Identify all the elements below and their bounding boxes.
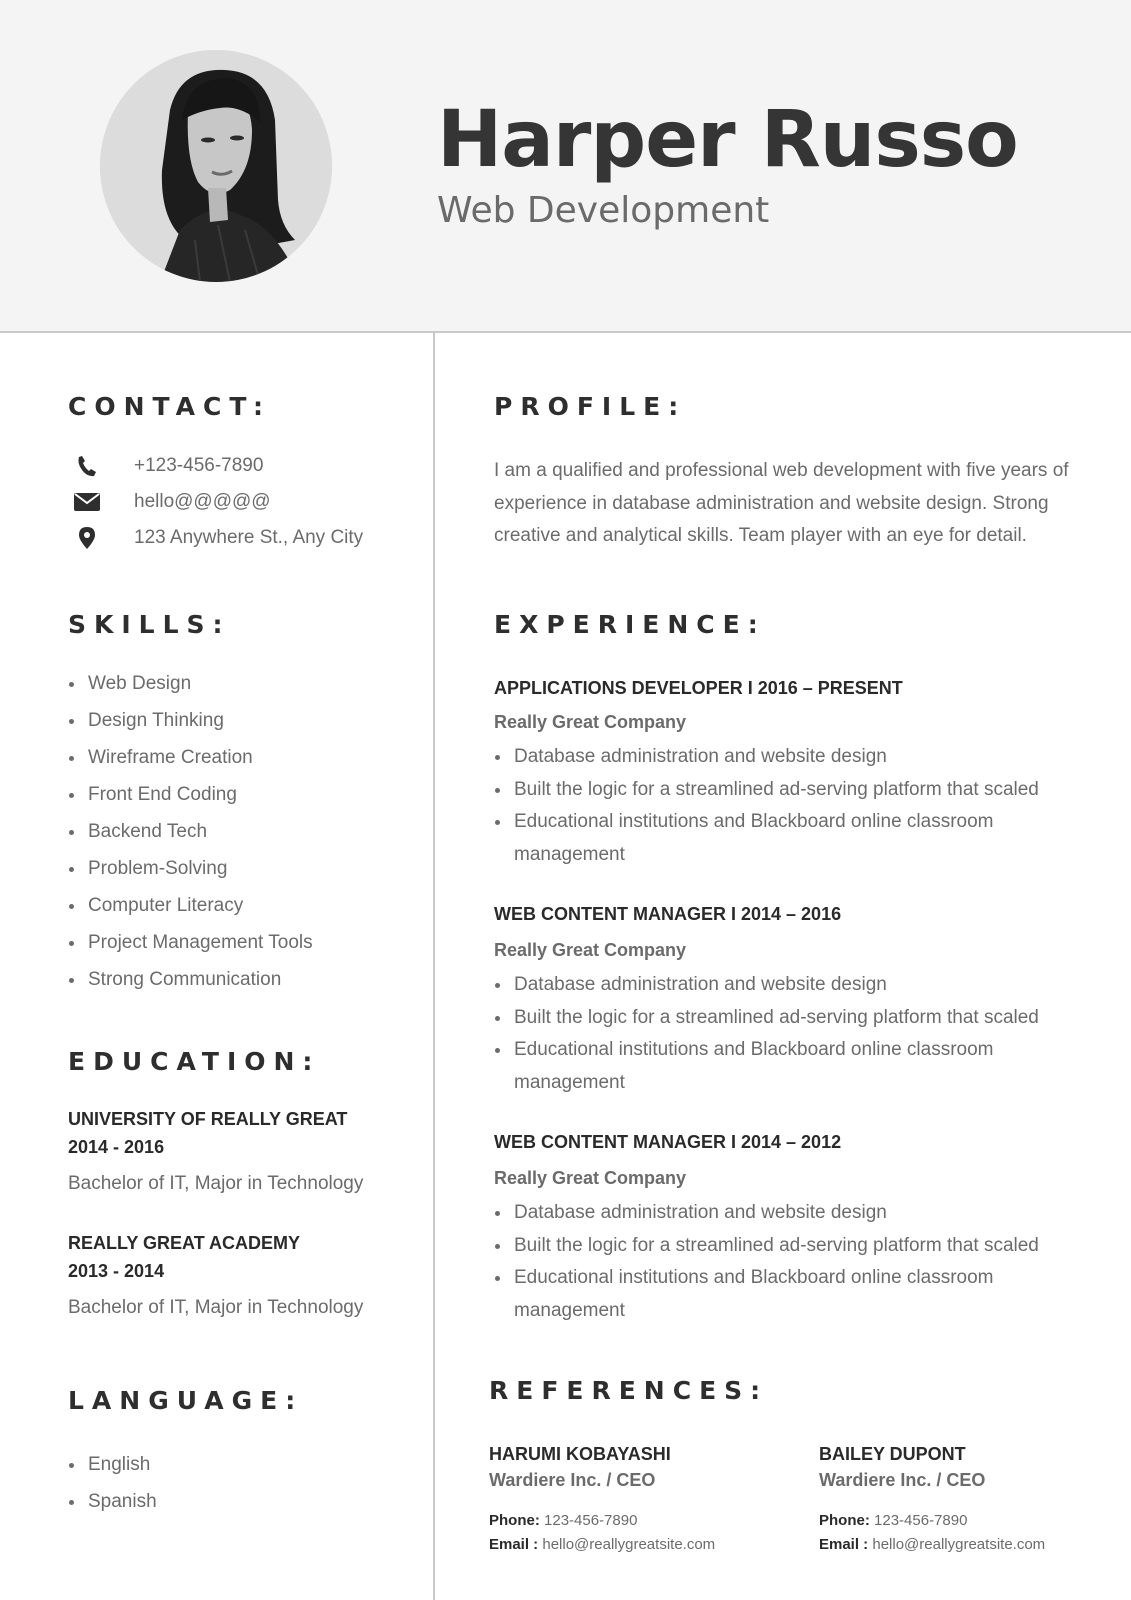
education-school-2: REALLY GREAT ACADEMY xyxy=(68,1233,301,1253)
education-degree-2: Bachelor of IT, Major in Technology xyxy=(68,1297,364,1318)
reference-email-1 xyxy=(489,1536,715,1553)
profile-heading: PROFILE: xyxy=(494,392,687,421)
phone-icon xyxy=(70,455,104,477)
job-bullets-2 xyxy=(494,969,1084,1099)
job-company-3: Really Great Company xyxy=(494,1168,687,1188)
email-value: hello@reallygreatsite.com xyxy=(542,1536,716,1553)
list-item: Web Design xyxy=(68,665,313,702)
list-item: Problem-Solving xyxy=(68,850,313,887)
candidate-name: Harper Russo xyxy=(437,95,1018,185)
phone-label: Phone: xyxy=(489,1512,540,1529)
list-item: Educational institutions and Blackboard online classroom management xyxy=(494,1034,1084,1099)
job-heading-3: WEB CONTENT MANAGER I 2014 – 2012 xyxy=(494,1132,842,1152)
list-item: Built the logic for a streamlined ad-serving platform that scaled xyxy=(494,1230,1084,1263)
email-value: hello@reallygreatsite.com xyxy=(872,1536,1046,1553)
list-item: Front End Coding xyxy=(68,776,313,813)
skills-heading: SKILLS: xyxy=(68,610,231,639)
phone-label: Phone: xyxy=(819,1512,870,1529)
job-heading-1: APPLICATIONS DEVELOPER I 2016 – PRESENT xyxy=(494,678,903,698)
phone-value: 123-456-7890 xyxy=(544,1512,638,1529)
skills-list xyxy=(68,665,313,998)
list-item: Wireframe Creation xyxy=(68,739,313,776)
reference-email-2 xyxy=(819,1536,1045,1553)
list-item: Educational institutions and Blackboard online classroom management xyxy=(494,806,1084,871)
list-item: Built the logic for a streamlined ad-serving platform that scaled xyxy=(494,1002,1084,1035)
contact-email-text: hello@@@@@ xyxy=(134,491,271,512)
job-company-1: Really Great Company xyxy=(494,712,687,732)
list-item: Backend Tech xyxy=(68,813,313,850)
location-pin-icon xyxy=(70,527,104,549)
job-company-2: Really Great Company xyxy=(494,940,687,960)
reference-name-2: BAILEY DUPONT xyxy=(819,1444,966,1464)
education-years-1: 2014 - 2016 xyxy=(68,1137,165,1157)
list-item: Project Management Tools xyxy=(68,924,313,961)
contact-phone xyxy=(70,455,263,477)
contact-phone-text: +123-456-7890 xyxy=(134,455,264,476)
email-label: Email : xyxy=(819,1536,869,1553)
job-bullets-3 xyxy=(494,1197,1084,1327)
language-list xyxy=(68,1446,157,1520)
job-heading-2: WEB CONTENT MANAGER I 2014 – 2016 xyxy=(494,904,842,924)
list-item: Database administration and website design xyxy=(494,741,1084,774)
education-degree-1: Bachelor of IT, Major in Technology xyxy=(68,1173,364,1194)
contact-address-text: 123 Anywhere St., Any City xyxy=(134,527,364,548)
reference-phone-2 xyxy=(819,1512,967,1529)
reference-phone-1 xyxy=(489,1512,637,1529)
resume-header xyxy=(0,0,1131,333)
list-item: Database administration and website design xyxy=(494,969,1084,1002)
mail-icon xyxy=(70,493,104,511)
list-item: Educational institutions and Blackboard online classroom management xyxy=(494,1262,1084,1327)
reference-org-1: Wardiere Inc. / CEO xyxy=(489,1470,656,1490)
list-item: English xyxy=(68,1446,157,1483)
education-school-1: UNIVERSITY OF REALLY GREAT xyxy=(68,1109,348,1129)
contact-email xyxy=(70,491,271,513)
list-item: Built the logic for a streamlined ad-serving platform that scaled xyxy=(494,774,1084,807)
list-item: Strong Communication xyxy=(68,961,313,998)
education-heading: EDUCATION: xyxy=(68,1047,321,1076)
language-heading: LANGUAGE: xyxy=(68,1386,304,1415)
contact-address xyxy=(70,527,363,549)
portrait-image xyxy=(100,50,332,282)
list-item: Database administration and website design xyxy=(494,1197,1084,1230)
education-years-2: 2013 - 2014 xyxy=(68,1261,165,1281)
phone-value: 123-456-7890 xyxy=(874,1512,968,1529)
candidate-role: Web Development xyxy=(437,190,770,231)
list-item: Design Thinking xyxy=(68,702,313,739)
experience-heading: EXPERIENCE: xyxy=(494,610,766,639)
profile-text: I am a qualified and professional web development with five years of experience in database administration and website design. Strong creative and analytical skills. Team player with an eye for detail. xyxy=(494,460,1069,546)
job-bullets-1 xyxy=(494,741,1084,871)
profile-photo xyxy=(100,50,332,282)
list-item: Computer Literacy xyxy=(68,887,313,924)
references-heading: REFERENCES: xyxy=(489,1376,769,1405)
email-label: Email : xyxy=(489,1536,539,1553)
column-divider xyxy=(433,333,435,1600)
reference-org-2: Wardiere Inc. / CEO xyxy=(819,1470,986,1490)
reference-name-1: HARUMI KOBAYASHI xyxy=(489,1444,671,1464)
contact-heading: CONTACT: xyxy=(68,392,272,421)
list-item: Spanish xyxy=(68,1483,157,1520)
